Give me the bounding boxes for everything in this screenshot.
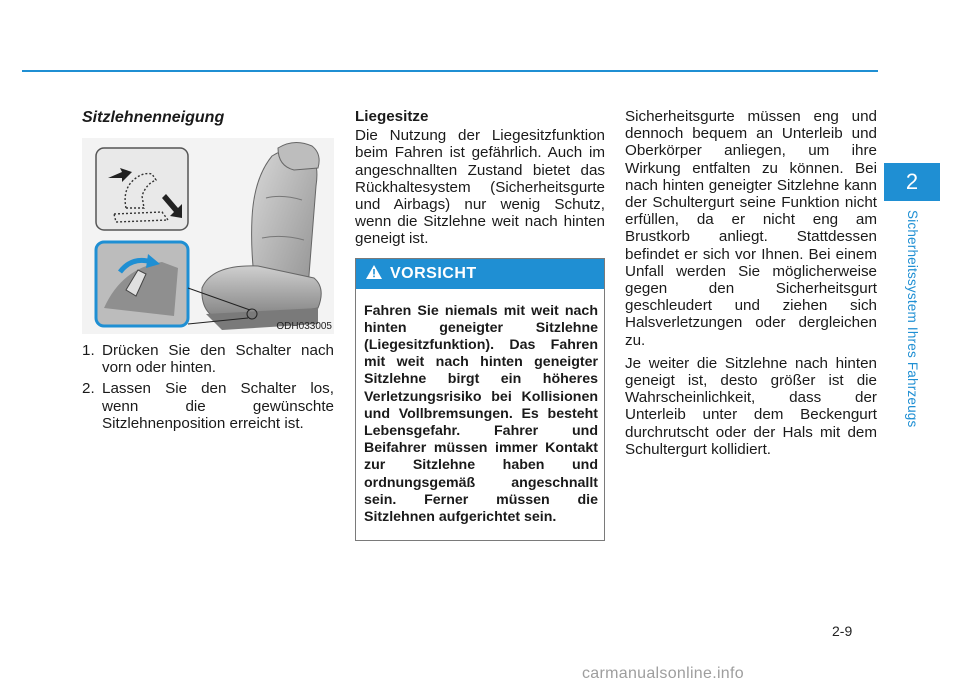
chapter-tab: 2 (884, 163, 940, 201)
seat-illustration (82, 138, 334, 334)
list-item (82, 342, 334, 376)
caution-header (356, 259, 604, 289)
chapter-title-text: Sicherheitssystem Ihres Fahrzeugs (905, 210, 920, 428)
section-title: Sitzlehnenneigung (82, 109, 225, 126)
paragraph: Je weiter die Sitzlehne nach hinten geneigt ist, desto größer ist die Wahrscheinlichkeit, dass der Unterleib unter dem Beckengurt durchrutscht oder der Hals mit dem Schultergurt kollidiert. (625, 354, 877, 458)
subheading: Liegesitze (355, 108, 429, 125)
paragraph: Die Nutzung der Liegesitzfunktion beim Fahren ist gefährlich. Auch im angeschnallten Zustand bietet das Rückhaltesystem (Sicherheitsgurte und Airbags) nur wenig Schutz, wenn die Sitzlehne weit nach hinten geneigt ist. (355, 127, 605, 248)
chapter-title (905, 210, 925, 430)
step-text: Lassen Sie den Schalter los, wenn die gewünschte Sitzlehnenposition erreicht ist. (102, 380, 334, 432)
paragraph: Sicherheitsgurte müssen eng und dennoch bequem an Unterleib und Oberkörper anliegen, um ihre Wirkung entfalten zu können. Bei nach hinten geneigter Sitzlehne kann der Schultergurt seine Funktion nicht erfüllen, da er nicht eng am Brustkorb anliegt. Stattdessen befindet er sich vor Ihnen. Bei einem Unfall werden Sie möglicherweise gegen den Sicherheitsgurt geschleudert und ziehen sich Halsverletzungen oder dergleichen zu. (625, 108, 877, 349)
seat-recline-figure (82, 138, 334, 334)
middle-column (355, 108, 605, 541)
header-rule (22, 70, 878, 72)
step-number: 1. (82, 342, 95, 359)
figure-code: ODH033005 (276, 321, 332, 332)
caution-label: VORSICHT (390, 265, 477, 283)
page-number: 2-9 (832, 623, 853, 639)
watermark: carmanualsonline.info (582, 665, 744, 682)
step-number: 2. (82, 380, 95, 398)
caution-box (355, 258, 605, 542)
step-text: Drücken Sie den Schalter nach vorn oder hinten. (102, 342, 334, 377)
left-column (82, 108, 334, 436)
caution-text: Fahren Sie niemals mit weit nach hinten geneigter Sitzlehne (Liegesitzfunktion). Das Fahren mit weit nach hinten geneigter Sitzlehne birgt ein höheres Verletzungsrisiko bei Kollisionen und Vollbremsungen. Es besteht Lebensgefahr. Fahrer und Beifahrer müssen immer Kontakt zur Sitzlehne haben und ordnungsgemäß angeschnallt sein. Ferner müssen die Sitzlehnen aufgerichtet sein. (364, 302, 598, 526)
list-item (82, 380, 334, 432)
steps-list (82, 342, 334, 432)
warning-triangle-icon (366, 265, 382, 283)
right-column (625, 108, 877, 464)
